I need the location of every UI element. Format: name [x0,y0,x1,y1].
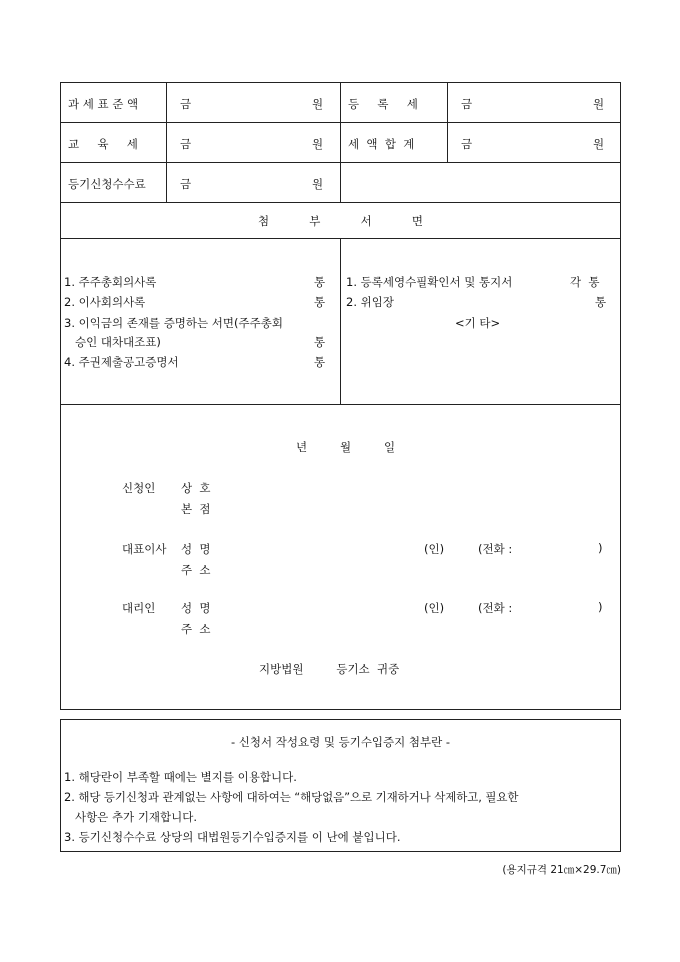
agent-address-label: 주 소 [181,622,211,636]
tax-total-label: 세 액 합 계 [348,137,415,151]
representative-phone: (전화 : [478,542,513,556]
applicant-label: 신청인 [122,481,156,495]
registration-fee-unit: 원 [312,177,324,191]
attachment-unit: 통 [314,355,326,369]
registration-tax-unit: 원 [593,97,605,111]
tax-base-prefix: 금 [180,97,192,111]
tax-base-label: 과 세 표 준 액 [68,97,139,111]
education-tax-unit: 원 [312,137,324,151]
attachment-unit: 통 [595,295,607,309]
court-addressee: 지방법원 등기소 귀중 [259,662,400,676]
representative-address-label: 주 소 [181,563,211,577]
row-divider [60,202,621,203]
attachment-unit: 통 [314,295,326,309]
attachment-item: 3. 이익금의 존재를 증명하는 서면(주주총회 [64,316,283,330]
attachments-header: 첨 부 서 면 [257,214,424,228]
col-divider [340,238,341,404]
agent-name-label: 성 명 [181,601,211,615]
row-divider [60,404,621,405]
agent-label: 대리인 [122,601,156,615]
col-divider [447,82,448,162]
instruction-item: 2. 해당 등기신청과 관계없는 사항에 대하여는 “해당없음”으로 기재하거나 삭제하고, 필요한 [64,790,519,804]
attachment-item: 4. 주권제출공고증명서 [64,355,179,369]
paper-size-note: (용지규격 21㎝×29.7㎝) [502,864,621,876]
representative-name-label: 성 명 [181,542,211,556]
registration-fee-prefix: 금 [180,177,192,191]
instruction-item: 사항은 추가 기재합니다. [64,810,198,824]
representative-label: 대표이사 [122,542,167,556]
agent-seal: (인) [424,601,445,615]
instruction-item: 3. 등기신청수수료 상당의 대법원등기수입증지를 이 난에 붙입니다. [64,830,401,844]
trade-name-label: 상 호 [181,481,211,495]
head-office-label: 본 점 [181,502,211,516]
attachment-unit: 통 [314,335,326,349]
col-divider [166,82,167,202]
registration-tax-label: 등 록 세 [348,97,418,111]
attachment-item: 1. 주주총회의사록 [64,275,157,289]
agent-phone: (전화 : [478,601,513,615]
education-tax-prefix: 금 [180,137,192,151]
instruction-item: 1. 해당란이 부족할 때에는 별지를 이용합니다. [64,770,297,784]
attachment-item: 승인 대차대조표) [64,335,161,349]
registration-tax-prefix: 금 [461,97,473,111]
tax-total-unit: 원 [593,137,605,151]
tax-total-prefix: 금 [461,137,473,151]
col-divider [340,82,341,202]
date-line: 년 월 일 [296,440,396,454]
representative-phone-close: ) [598,541,603,555]
education-tax-label: 교 육 세 [68,137,138,151]
agent-phone-close: ) [598,600,603,614]
attachment-unit: 각 통 [570,275,600,289]
representative-seal: (인) [424,542,445,556]
attachment-item: 1. 등록세영수필확인서 및 통지서 [346,275,513,289]
attachment-item: 2. 위임장 [346,295,394,309]
attachment-item: 2. 이사회의사록 [64,295,146,309]
attachment-unit: 통 [314,275,326,289]
attachment-other: <기 타> [455,316,501,330]
tax-base-unit: 원 [312,97,324,111]
registration-fee-label: 등기신청수수료 [68,177,146,191]
instructions-title: - 신청서 작성요령 및 등기수입증지 첨부란 - [230,735,451,749]
